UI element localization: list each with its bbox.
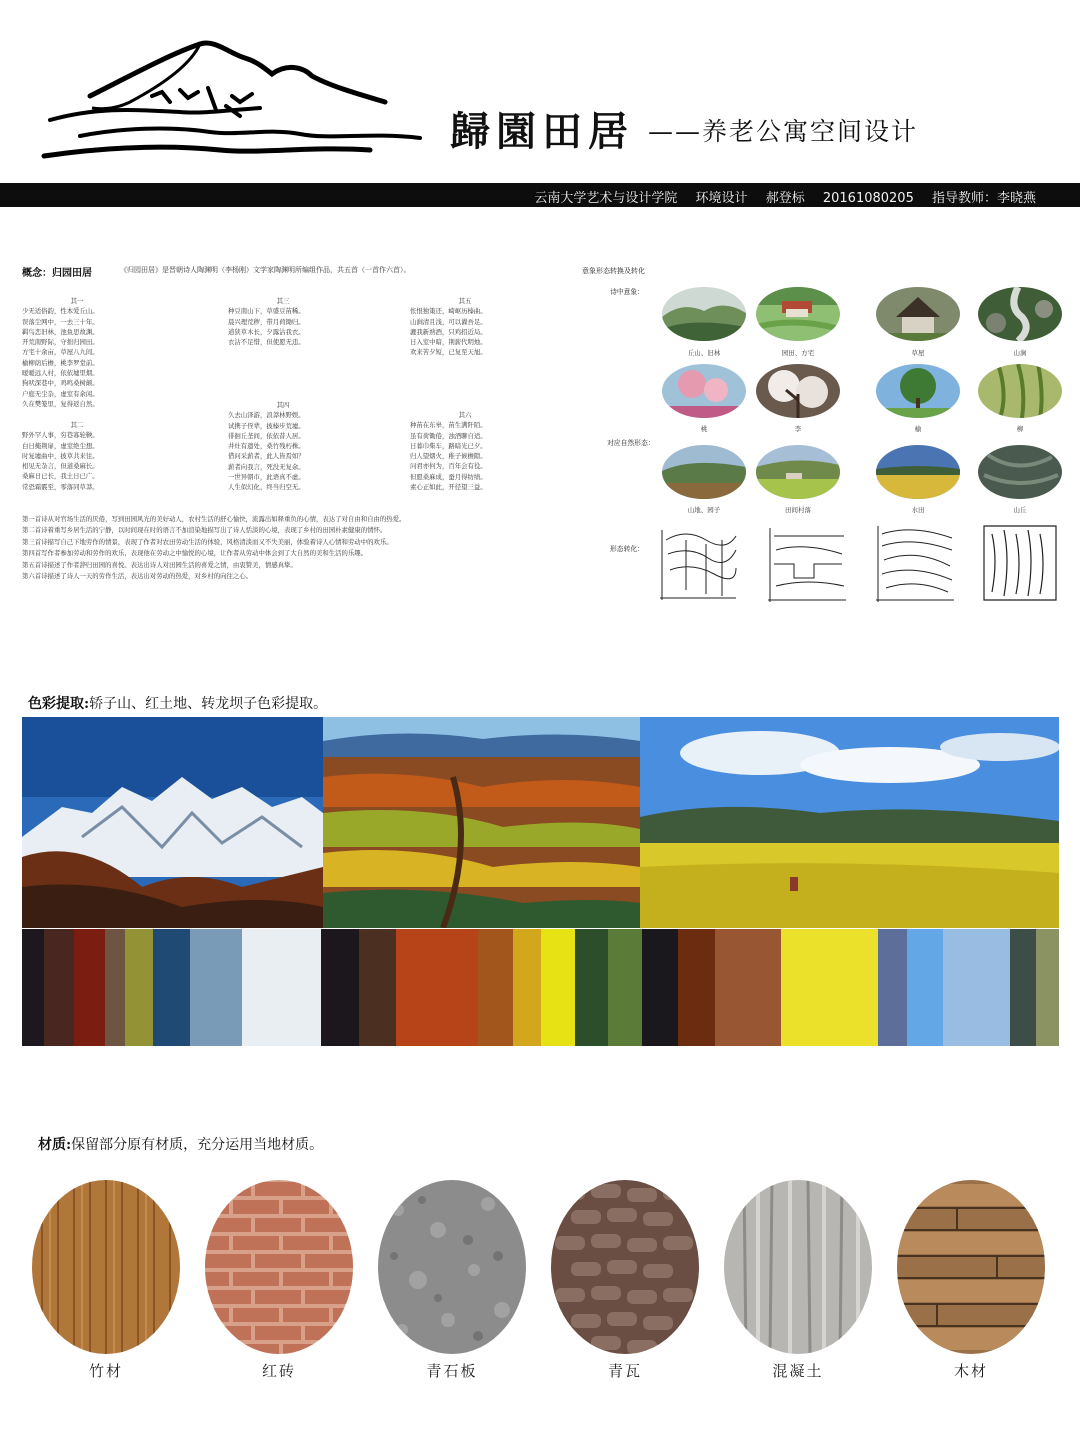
poem-line: 误落尘网中，一去三十年。 <box>22 317 99 326</box>
material-caption-tile: 青瓦 <box>607 1362 642 1380</box>
color-swatch-17 <box>642 929 678 1046</box>
poem-line: 桑麻日已长，我土日已广。 <box>22 472 99 481</box>
red-earth-photo <box>323 717 640 928</box>
caption-fields: 园田、方宅 <box>781 349 815 357</box>
poem-5 <box>410 296 520 358</box>
red-brick-texture <box>205 1180 353 1354</box>
poem-line: 徘徊丘垄间，依依昔人居。 <box>228 431 305 440</box>
village-fields-photo <box>756 445 840 499</box>
color-swatch-2 <box>44 929 74 1046</box>
elm-tree-photo <box>876 364 960 418</box>
note-line: 第四首写作者参加劳动和劳作的欢乐，表现他在劳动之中愉悦的心境，让作者从劳动中体会到了大自然的美和生活的乐趣。 <box>22 549 368 558</box>
poem-line: 道狭草木长，夕露沾我衣。 <box>228 327 305 336</box>
color-swatch-6 <box>153 929 191 1046</box>
poem-line: 时复墟曲中，披草共来往。 <box>22 451 99 460</box>
caption-mountain-village: 山地、园子 <box>687 506 721 514</box>
poem-line: 欢来苦夕短，已复至天旭。 <box>410 348 487 357</box>
form-sketch-3 <box>872 520 956 604</box>
poem-line: 种苗在东皋，苗生满阡陌。 <box>410 421 487 430</box>
poem-line: 种豆南山下，草盛豆苗稀。 <box>228 307 305 316</box>
color-swatch-3 <box>74 929 106 1046</box>
poem-line: 少无适俗韵，性本爱丘山。 <box>22 307 99 316</box>
color-swatch-25 <box>1036 929 1059 1046</box>
advisor: 指导教师：李晓燕 <box>931 191 1036 206</box>
material-caption-bamboo: 竹材 <box>88 1362 123 1380</box>
caption-hills-aerial: 山丘 <box>1013 506 1027 514</box>
roof-tile-texture <box>551 1180 699 1354</box>
caption-paddy: 水田 <box>911 506 925 514</box>
materials-text: 保留部分原有材质，充分运用当地材质。 <box>71 1137 324 1153</box>
poem-heading: 其五 <box>458 297 472 305</box>
color-swatch-8 <box>242 929 321 1046</box>
color-swatch-strip <box>22 929 1059 1046</box>
poem-line: 人生似幻化，终当归空无。 <box>228 483 305 492</box>
stream-photo <box>978 287 1062 341</box>
poem-line: 开荒南野际，守拙归园田。 <box>22 338 99 347</box>
poem-line: 晨兴理荒秽，带月荷锄归。 <box>228 317 305 326</box>
color-extraction-title <box>28 693 327 713</box>
poem-line: 榆柳荫后檐，桃李罗堂前。 <box>22 358 99 367</box>
poem-line: 白日掩荆扉，虚室绝尘想。 <box>22 441 99 450</box>
color-swatch-13 <box>513 929 541 1046</box>
bamboo-texture <box>32 1180 180 1354</box>
poem-line: 归人望烟火，稚子候檐隙。 <box>410 452 487 461</box>
materials-label: 材质: <box>38 1137 72 1153</box>
color-swatch-22 <box>907 929 943 1046</box>
poem-line: 暧暧远人村，依依墟里烟。 <box>22 369 99 378</box>
student-id: 20161080205 <box>822 191 914 206</box>
concept-intro: 《归园田居》是晋朝诗人陶渊明（李杨刚）文学家陶渊明所编组作品，共五首（一首作六首）。 <box>120 266 411 274</box>
peach-blossom-photo <box>662 364 746 418</box>
school-name: 云南大学艺术与设计学院 <box>534 191 678 206</box>
bluestone-texture <box>378 1180 526 1354</box>
poem-line: 狗吠深巷中，鸡鸣桑树颠。 <box>22 379 99 388</box>
form-label: 形态转化： <box>610 545 644 553</box>
page-title: 歸園田居 <box>450 108 634 155</box>
note-line: 第二首诗着重写乡居生活的宁静，以时间现在时的语言不加渲染地描写出了诗人恬淡的心境，表现了乡村的田园朴素健康的情怀。 <box>22 526 387 535</box>
snow-mountain-photo <box>22 717 323 928</box>
color-swatch-20 <box>781 929 878 1046</box>
poem-line: 一世异朝市，此语真不虚。 <box>228 473 305 482</box>
material-caption-concrete: 混凝土 <box>772 1362 824 1380</box>
poem-3 <box>228 296 338 347</box>
poem-line: 常恐霜霰至，零落同草莽。 <box>22 482 99 491</box>
note-line: 第三首诗描写自己下地劳作的情景，表现了作者对农田劳动生活的体验，风格清淡而又不失美丽，体验着诗人心情和劳动中的欢乐。 <box>22 537 393 546</box>
poem-line: 借问采薪者，此人皆焉如？ <box>228 452 305 461</box>
color-swatch-1 <box>22 929 44 1046</box>
hills-photo <box>662 287 746 341</box>
poem-heading: 其一 <box>70 297 84 305</box>
poem-line: 怅恨独策还，崎岖历榛曲。 <box>410 307 487 316</box>
poem-scene-label: 诗中意象： <box>610 288 644 296</box>
note-line: 第一首诗从对官场生活的厌倦，写到田园风光的美好动人，农村生活的舒心愉快，流露出如释重负的心情，表达了对自由和自由的热爱。 <box>22 515 406 523</box>
color-swatch-23 <box>943 929 1010 1046</box>
major-name: 环境设计 <box>695 191 748 206</box>
poem-line: 素心正如此，开径望三益。 <box>410 483 487 492</box>
poem-line: 山涧清且浅，可以濯吾足。 <box>410 317 487 326</box>
imagery-title: 意象形态转换及转化 <box>582 267 645 275</box>
materials-title <box>38 1134 323 1154</box>
info-bar <box>0 183 1080 207</box>
rice-field-photo <box>640 717 1059 928</box>
color-swatch-10 <box>359 929 397 1046</box>
note-line: 第六首诗描述了诗人一天的劳作生活，表达出对劳动的热爱，对乡村的向往之心。 <box>22 572 253 581</box>
color-swatch-9 <box>321 929 359 1046</box>
note-line: 第五首诗描述了作者辞归田园的喜悦。表达出诗人对田园生活的喜爱之情，由衷赞美，情感真挚。 <box>22 560 297 569</box>
poem-heading: 其二 <box>70 421 84 429</box>
poem-2 <box>22 420 132 492</box>
poem-line: 方宅十余亩，草屋八九间。 <box>22 348 99 357</box>
caption-willow: 柳 <box>1016 425 1024 433</box>
caption-peach: 桃 <box>700 425 708 433</box>
poem-line: 久在樊笼里，复得返自然。 <box>22 399 99 408</box>
wood-plank-texture <box>897 1180 1045 1354</box>
color-swatch-21 <box>878 929 908 1046</box>
poem-line: 户庭无尘杂，虚室有余闲。 <box>22 389 99 398</box>
concept-label: 概念：归园田居 <box>22 268 92 279</box>
willow-tree-photo <box>978 364 1062 418</box>
caption-hills: 丘山、旧林 <box>687 349 721 357</box>
color-swatch-7 <box>190 929 242 1046</box>
poem-line: 羁鸟恋旧林，池鱼思故渊。 <box>22 327 99 336</box>
student-name: 郝登标 <box>765 191 805 206</box>
poem-1 <box>22 296 132 409</box>
poem-line: 漉我新熟酒，只鸡招近局。 <box>410 327 487 336</box>
poem-line: 久去山泽游，浪莽林野娱。 <box>228 411 305 420</box>
caption-stream: 山涧 <box>1013 349 1027 357</box>
poem-4 <box>228 400 338 493</box>
paddy-field-photo <box>876 445 960 499</box>
poem-line: 日暮巾柴车，路暗光已夕。 <box>410 441 487 450</box>
caption-hut: 草屋 <box>911 349 925 357</box>
color-swatch-15 <box>575 929 609 1046</box>
color-swatch-4 <box>105 929 125 1046</box>
poem-line: 衣沾不足惜，但使愿无违。 <box>228 338 305 347</box>
color-swatch-12 <box>478 929 514 1046</box>
poem-line: 薪者向我言，死没无复余。 <box>228 462 305 471</box>
poem-notes <box>22 514 582 582</box>
color-extraction-label: 色彩提取: <box>28 696 90 712</box>
form-sketch-2 <box>764 520 848 604</box>
mountain-village-photo <box>662 445 746 499</box>
material-caption-brick: 红砖 <box>261 1362 296 1380</box>
poem-6 <box>410 410 520 492</box>
form-sketch-1 <box>656 520 740 604</box>
caption-plum: 李 <box>794 425 802 433</box>
mountain-ink-logo <box>40 36 440 166</box>
poem-heading: 其三 <box>276 297 290 305</box>
local-scene-label: 对应自然形态： <box>607 439 655 447</box>
color-swatch-5 <box>125 929 153 1046</box>
material-caption-bluestone: 青石板 <box>426 1362 478 1380</box>
page-subtitle: ——养老公寓空间设计 <box>648 117 919 146</box>
form-sketch-4 <box>978 520 1062 604</box>
poem-line: 相见无杂言，但道桑麻长。 <box>22 462 99 471</box>
hill-aerial-photo <box>978 445 1062 499</box>
poem-line: 日入室中暗，荆薪代明烛。 <box>410 338 487 347</box>
poem-line: 野外罕人事，穷巷寡轮鞅。 <box>22 431 99 440</box>
poem-line: 但愿桑麻成，蚕月得纺绩。 <box>410 472 487 481</box>
field-house-photo <box>756 287 840 341</box>
color-swatch-19 <box>715 929 780 1046</box>
color-swatch-16 <box>608 929 642 1046</box>
material-caption-wood: 木材 <box>953 1362 988 1380</box>
poem-heading: 其六 <box>458 411 472 419</box>
thatched-hut-photo <box>876 287 960 341</box>
concrete-texture <box>724 1180 872 1354</box>
color-swatch-24 <box>1010 929 1036 1046</box>
color-swatch-18 <box>678 929 716 1046</box>
poem-heading: 其四 <box>276 401 290 409</box>
poem-line: 虽有荷锄倦，浊酒聊自适。 <box>410 431 487 440</box>
poem-line: 试携子侄辈，披榛步荒墟。 <box>228 421 305 430</box>
color-swatch-11 <box>396 929 477 1046</box>
plum-blossom-photo <box>756 364 840 418</box>
poem-line: 问君亦何为，百年会有役。 <box>410 462 487 471</box>
color-extraction-text: 轿子山、红土地、转龙坝子色彩提取。 <box>89 696 328 712</box>
caption-elm: 榆 <box>914 425 922 433</box>
poem-line: 井灶有遗处，桑竹残朽株。 <box>228 442 305 451</box>
color-swatch-14 <box>541 929 575 1046</box>
caption-village-fields: 田间村落 <box>785 506 811 514</box>
